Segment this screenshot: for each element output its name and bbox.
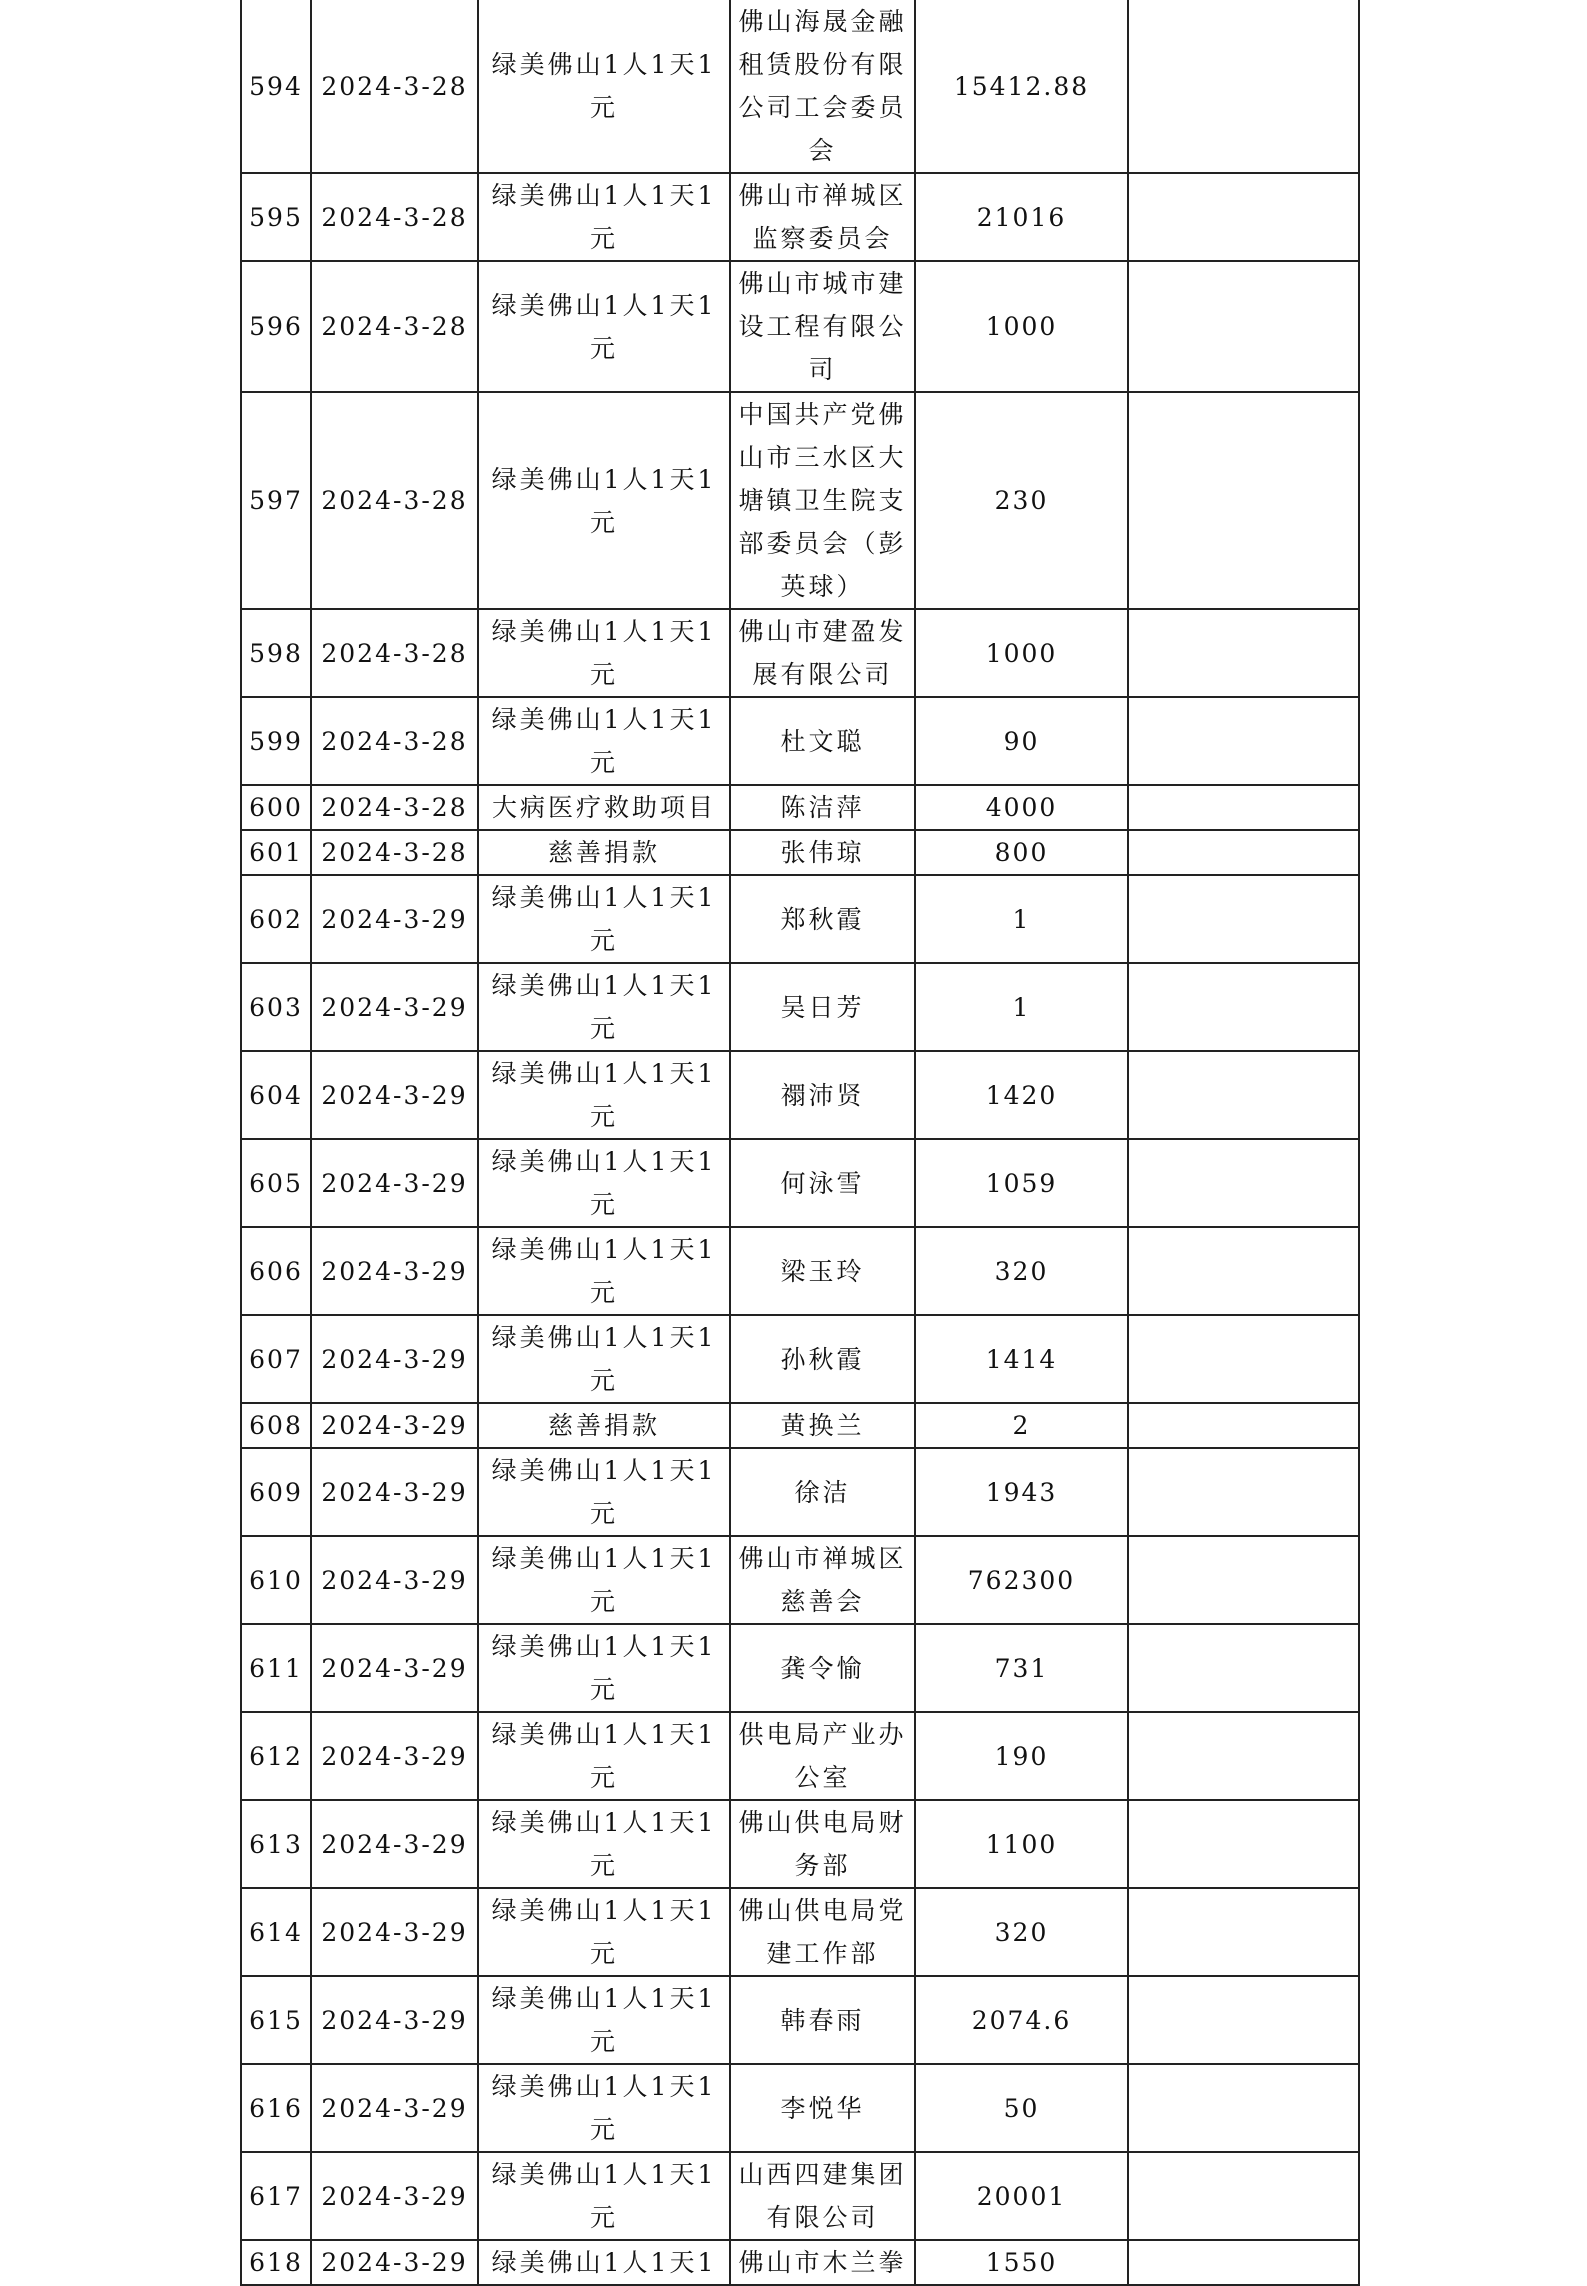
project-name: 绿美佛山1人1天1元	[478, 609, 730, 697]
table-row	[241, 1624, 1359, 1712]
donor-name: 佛山市木兰拳	[730, 2240, 915, 2285]
project-name: 绿美佛山1人1天1元	[478, 1888, 730, 1976]
donation-amount: 2	[915, 1403, 1128, 1448]
project-name: 绿美佛山1人1天1元	[478, 392, 730, 609]
donor-name: 梁玉玲	[730, 1227, 915, 1315]
donation-amount: 1414	[915, 1315, 1128, 1403]
project-name: 绿美佛山1人1天1元	[478, 2152, 730, 2240]
donation-date: 2024-3-29	[311, 1448, 478, 1536]
project-name: 绿美佛山1人1天1元	[478, 173, 730, 261]
donation-amount: 320	[915, 1888, 1128, 1976]
donation-table	[240, 0, 1360, 2286]
table-row	[241, 1227, 1359, 1315]
donation-table-body	[241, 0, 1359, 2285]
note	[1128, 1051, 1359, 1139]
donation-amount: 90	[915, 697, 1128, 785]
donation-amount: 20001	[915, 2152, 1128, 2240]
donor-name: 山西四建集团有限公司	[730, 2152, 915, 2240]
donation-date: 2024-3-29	[311, 1139, 478, 1227]
note	[1128, 2152, 1359, 2240]
project-name: 绿美佛山1人1天1元	[478, 1624, 730, 1712]
donation-amount: 230	[915, 392, 1128, 609]
row-number: 601	[241, 830, 311, 875]
note	[1128, 392, 1359, 609]
table-row	[241, 609, 1359, 697]
donation-amount: 21016	[915, 173, 1128, 261]
donation-date: 2024-3-29	[311, 1403, 478, 1448]
project-name: 绿美佛山1人1天1元	[478, 1315, 730, 1403]
donation-amount: 800	[915, 830, 1128, 875]
row-number: 615	[241, 1976, 311, 2064]
table-row	[241, 830, 1359, 875]
donation-amount: 4000	[915, 785, 1128, 830]
row-number: 612	[241, 1712, 311, 1800]
project-name: 绿美佛山1人1天1元	[478, 875, 730, 963]
row-number: 617	[241, 2152, 311, 2240]
donation-amount: 15412.88	[915, 0, 1128, 173]
table-row	[241, 1712, 1359, 1800]
row-number: 595	[241, 173, 311, 261]
row-number: 608	[241, 1403, 311, 1448]
donation-amount: 2074.6	[915, 1976, 1128, 2064]
row-number: 603	[241, 963, 311, 1051]
row-number: 604	[241, 1051, 311, 1139]
donor-name: 张伟琼	[730, 830, 915, 875]
project-name: 大病医疗救助项目	[478, 785, 730, 830]
project-name: 绿美佛山1人1天1元	[478, 1976, 730, 2064]
donation-amount: 1943	[915, 1448, 1128, 1536]
donation-date: 2024-3-28	[311, 697, 478, 785]
row-number: 598	[241, 609, 311, 697]
donation-date: 2024-3-29	[311, 875, 478, 963]
row-number: 616	[241, 2064, 311, 2152]
table-row	[241, 0, 1359, 173]
donation-date: 2024-3-29	[311, 1536, 478, 1624]
donation-amount: 50	[915, 2064, 1128, 2152]
note	[1128, 1712, 1359, 1800]
note	[1128, 875, 1359, 963]
project-name: 绿美佛山1人1天1元	[478, 1712, 730, 1800]
note	[1128, 697, 1359, 785]
note	[1128, 1888, 1359, 1976]
project-name: 绿美佛山1人1天1元	[478, 1448, 730, 1536]
row-number: 618	[241, 2240, 311, 2285]
donor-name: 佛山海晟金融租赁股份有限公司工会委员会	[730, 0, 915, 173]
donor-name: 中国共产党佛山市三水区大塘镇卫生院支部委员会（彭英球）	[730, 392, 915, 609]
note	[1128, 1315, 1359, 1403]
project-name: 绿美佛山1人1天1元	[478, 2064, 730, 2152]
note	[1128, 1403, 1359, 1448]
table-row	[241, 1139, 1359, 1227]
donation-amount: 1059	[915, 1139, 1128, 1227]
table-row	[241, 963, 1359, 1051]
note	[1128, 173, 1359, 261]
note	[1128, 1976, 1359, 2064]
donation-date: 2024-3-29	[311, 2152, 478, 2240]
table-row	[241, 2152, 1359, 2240]
table-row	[241, 697, 1359, 785]
donation-date: 2024-3-28	[311, 392, 478, 609]
donor-name: 佛山市建盈发展有限公司	[730, 609, 915, 697]
donation-date: 2024-3-29	[311, 1051, 478, 1139]
table-row	[241, 1800, 1359, 1888]
row-number: 606	[241, 1227, 311, 1315]
table-row	[241, 1315, 1359, 1403]
note	[1128, 1624, 1359, 1712]
donation-date: 2024-3-28	[311, 173, 478, 261]
donor-name: 郑秋霞	[730, 875, 915, 963]
table-row	[241, 1976, 1359, 2064]
row-number: 609	[241, 1448, 311, 1536]
row-number: 613	[241, 1800, 311, 1888]
donor-name: 佛山供电局党建工作部	[730, 1888, 915, 1976]
project-name: 绿美佛山1人1天1元	[478, 261, 730, 392]
donation-date: 2024-3-29	[311, 2064, 478, 2152]
donation-amount: 1	[915, 875, 1128, 963]
row-number: 614	[241, 1888, 311, 1976]
project-name: 绿美佛山1人1天1元	[478, 1051, 730, 1139]
donation-date: 2024-3-29	[311, 1800, 478, 1888]
donation-date: 2024-3-29	[311, 1227, 478, 1315]
donation-amount: 1000	[915, 609, 1128, 697]
donor-name: 龚令愉	[730, 1624, 915, 1712]
project-name: 绿美佛山1人1天1元	[478, 0, 730, 173]
row-number: 611	[241, 1624, 311, 1712]
donation-amount: 762300	[915, 1536, 1128, 1624]
donation-date: 2024-3-29	[311, 1624, 478, 1712]
donation-date: 2024-3-28	[311, 261, 478, 392]
donation-date: 2024-3-29	[311, 2240, 478, 2285]
table-row	[241, 1403, 1359, 1448]
table-row	[241, 1536, 1359, 1624]
table-row	[241, 875, 1359, 963]
table-row	[241, 261, 1359, 392]
row-number: 599	[241, 697, 311, 785]
donor-name: 徐洁	[730, 1448, 915, 1536]
row-number: 607	[241, 1315, 311, 1403]
donation-date: 2024-3-29	[311, 1976, 478, 2064]
table-row	[241, 2240, 1359, 2285]
donor-name: 佛山市城市建设工程有限公司	[730, 261, 915, 392]
note	[1128, 2240, 1359, 2285]
donation-date: 2024-3-29	[311, 1315, 478, 1403]
donation-date: 2024-3-28	[311, 0, 478, 173]
project-name: 绿美佛山1人1天1元	[478, 697, 730, 785]
project-name: 绿美佛山1人1天1元	[478, 1139, 730, 1227]
donor-name: 供电局产业办公室	[730, 1712, 915, 1800]
donation-date: 2024-3-28	[311, 785, 478, 830]
donation-amount: 1420	[915, 1051, 1128, 1139]
table-row	[241, 785, 1359, 830]
note	[1128, 2064, 1359, 2152]
project-name: 绿美佛山1人1天1	[478, 2240, 730, 2285]
project-name: 绿美佛山1人1天1元	[478, 963, 730, 1051]
table-row	[241, 1051, 1359, 1139]
donor-name: 黄换兰	[730, 1403, 915, 1448]
donation-amount: 190	[915, 1712, 1128, 1800]
project-name: 绿美佛山1人1天1元	[478, 1536, 730, 1624]
donation-amount: 1000	[915, 261, 1128, 392]
project-name: 绿美佛山1人1天1元	[478, 1800, 730, 1888]
donation-date: 2024-3-29	[311, 1888, 478, 1976]
table-row	[241, 392, 1359, 609]
donor-name: 佛山市禅城区慈善会	[730, 1536, 915, 1624]
note	[1128, 261, 1359, 392]
donor-name: 孙秋霞	[730, 1315, 915, 1403]
donor-name: 吴日芳	[730, 963, 915, 1051]
donation-date: 2024-3-29	[311, 963, 478, 1051]
donor-name: 禤沛贤	[730, 1051, 915, 1139]
donation-date: 2024-3-28	[311, 830, 478, 875]
table-row	[241, 173, 1359, 261]
note	[1128, 1227, 1359, 1315]
donation-date: 2024-3-28	[311, 609, 478, 697]
project-name: 慈善捐款	[478, 1403, 730, 1448]
note	[1128, 1139, 1359, 1227]
row-number: 596	[241, 261, 311, 392]
row-number: 605	[241, 1139, 311, 1227]
donor-name: 李悦华	[730, 2064, 915, 2152]
row-number: 597	[241, 392, 311, 609]
note	[1128, 785, 1359, 830]
donation-amount: 320	[915, 1227, 1128, 1315]
project-name: 绿美佛山1人1天1元	[478, 1227, 730, 1315]
note	[1128, 1448, 1359, 1536]
project-name: 慈善捐款	[478, 830, 730, 875]
row-number: 602	[241, 875, 311, 963]
donor-name: 佛山供电局财务部	[730, 1800, 915, 1888]
donor-name: 韩春雨	[730, 1976, 915, 2064]
note	[1128, 0, 1359, 173]
donation-amount: 731	[915, 1624, 1128, 1712]
donation-amount: 1100	[915, 1800, 1128, 1888]
donation-amount: 1550	[915, 2240, 1128, 2285]
donor-name: 杜文聪	[730, 697, 915, 785]
table-row	[241, 1888, 1359, 1976]
note	[1128, 963, 1359, 1051]
note	[1128, 1800, 1359, 1888]
note	[1128, 1536, 1359, 1624]
donation-date: 2024-3-29	[311, 1712, 478, 1800]
donor-name: 陈洁萍	[730, 785, 915, 830]
donation-amount: 1	[915, 963, 1128, 1051]
note	[1128, 609, 1359, 697]
table-row	[241, 2064, 1359, 2152]
note	[1128, 830, 1359, 875]
donor-name: 何泳雪	[730, 1139, 915, 1227]
table-row	[241, 1448, 1359, 1536]
donor-name: 佛山市禅城区监察委员会	[730, 173, 915, 261]
row-number: 610	[241, 1536, 311, 1624]
row-number: 600	[241, 785, 311, 830]
row-number: 594	[241, 0, 311, 173]
